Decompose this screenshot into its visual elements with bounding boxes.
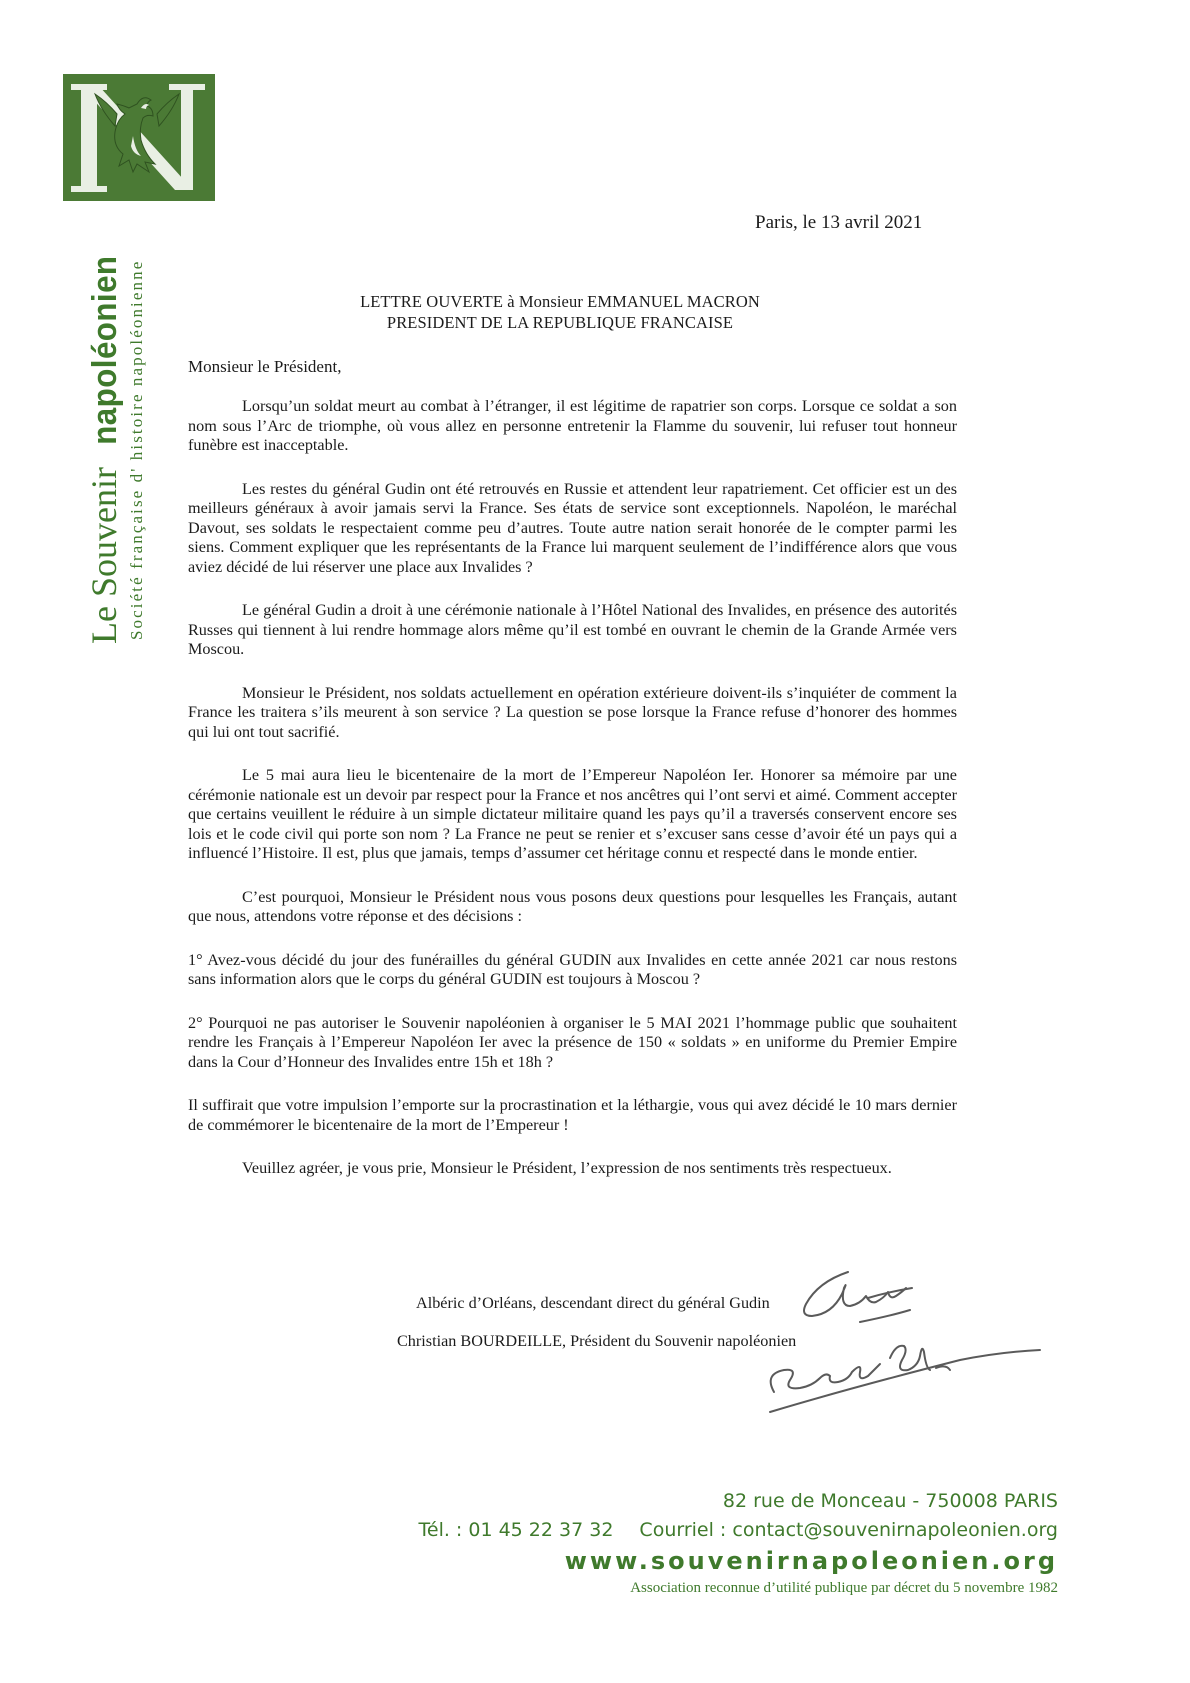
brand-logo [63, 74, 215, 201]
salutation: Monsieur le Président, [188, 357, 342, 376]
paragraph-6: C’est pourquoi, Monsieur le Président nous vous posons deux questions pour lesquelles les Français, autant que nous, attendons votre réponse et des décisions : [188, 887, 957, 925]
footer-website[interactable]: www.souvenirnapoleonien.org [564, 1547, 1058, 1575]
paragraph-2: Les restes du général Gudin ont été retrouvés en Russie et attendent leur rapatriement. Cet officier est un des meilleurs généraux à avoir jamais servi la France. Ses états de service sont exceptionnels. Napoléon, le maréchal Davout, ses soldats le respectaient comme peu d’autres. Toute autre nation serait honorée de le compter parmi les siens. Comment expliquer que les représentants de la France lui marquent seulement de l’indifférence alors que vous aviez décidé de lui réserver une place aux Invalides ? [188, 479, 957, 576]
footer-contact [419, 1516, 1059, 1544]
footer-email[interactable]: Courriel : contact@souvenirnapoleonien.org [639, 1519, 1058, 1541]
subject-line-1: LETTRE OUVERTE à Monsieur EMMANUEL MACRON [360, 292, 760, 311]
subject-line-2: PRESIDENT DE LA REPUBLIQUE FRANCAISE [386, 313, 734, 332]
paragraph-3: Le général Gudin a droit à une cérémonie nationale à l’Hôtel National des Invalides, en présence des autorités Russes qui tiennent à lui rendre hommage alors même qu’il est tombé en ouvrant le chemin de la Grande Armée vers Moscou. [188, 601, 957, 658]
paragraph-5: Le 5 mai aura lieu le bicentenaire de la mort de l’Empereur Napoléon Ier. Honorer sa mémoire par une cérémonie nationale est un devoir par respect pour la France et nos ancêtres qui l’ont servi et aimé. Comment accepter que certains veuillent le réduire à un simple dictateur militaire quand les pays qu’il a traversés conservent encore ses lois et le code civil qui porte son nom ? La France ne peut se renier et s’excuser sans cesse d’avoir été un pays qui a influencé l’Histoire. Il est, plus que jamais, temps d’assumer cet héritage connu et respecté dans le monde entier. [188, 766, 957, 862]
footer [419, 1486, 1059, 1598]
letter-subject [300, 291, 820, 333]
handwritten-signatures-icon [760, 1260, 1060, 1420]
signatory-2: Christian BOURDEILLE, Président du Souvenir napoléonien [397, 1332, 797, 1350]
signatory-1: Albéric d’Orléans, descendant direct du général Gudin [416, 1294, 770, 1312]
closing-paragraph: Veuillez agréer, je vous prie, Monsieur le Président, l’expression de nos sentiments très respectueux. [242, 1159, 892, 1177]
footer-phone: Tél. : 01 45 22 37 32 [418, 1519, 614, 1541]
eagle-n-logo-icon [63, 74, 215, 201]
footer-association-note: Association reconnue d’utilité publique par décret du 5 novembre 1982 [630, 1580, 1058, 1596]
brand-name-part1: Le Souvenir [84, 467, 124, 644]
brand-tagline: Société française d' histoire napoléonienne [127, 259, 146, 640]
letter-date: Paris, le 13 avril 2021 [755, 212, 923, 233]
brand-name-part2: napoléonien [86, 255, 124, 445]
question-1: 1° Avez-vous décidé du jour des funérailles du général GUDIN aux Invalides en cette année 2021 car nous restons sans information alors que le corps du général GUDIN est toujours à Moscou ? [188, 950, 957, 988]
paragraph-1: Lorsqu’un soldat meurt au combat à l’étranger, il est légitime de rapatrier son corps. Lorsque ce soldat a son nom sous l’Arc de triomphe, où vous allez en personne entretenir la Flamme du souvenir, lui refuser tout honneur funèbre est inacceptable. [188, 397, 957, 454]
letter-body [188, 397, 957, 1179]
paragraph-9: Il suffirait que votre impulsion l’emporte sur la procrastination et la léthargie, vous qui avez décidé le 10 mars dernier de commémorer le bicentenaire de la mort de l’Empereur ! [188, 1096, 957, 1134]
paragraph-4: Monsieur le Président, nos soldats actuellement en opération extérieure doivent-ils s’inquiéter de comment la France les traitera s’ils meurent à son service ? La question se pose lorsque la France refuse d’honorer des hommes qui lui ont tout sacrifié. [188, 683, 957, 741]
brand-name [86, 247, 123, 644]
question-2: 2° Pourquoi ne pas autoriser le Souvenir napoléonien à organiser le 5 MAI 2021 l’hommage public que souhaitent rendre les Français à l’Empereur Napoléon Ier avec la présence de 150 « soldats » en uniforme du Premier Empire dans la Cour d’Honneur des Invalides entre 15h et 18h ? [188, 1013, 957, 1071]
footer-address: 82 rue de Monceau - 750008 PARIS [722, 1490, 1058, 1512]
